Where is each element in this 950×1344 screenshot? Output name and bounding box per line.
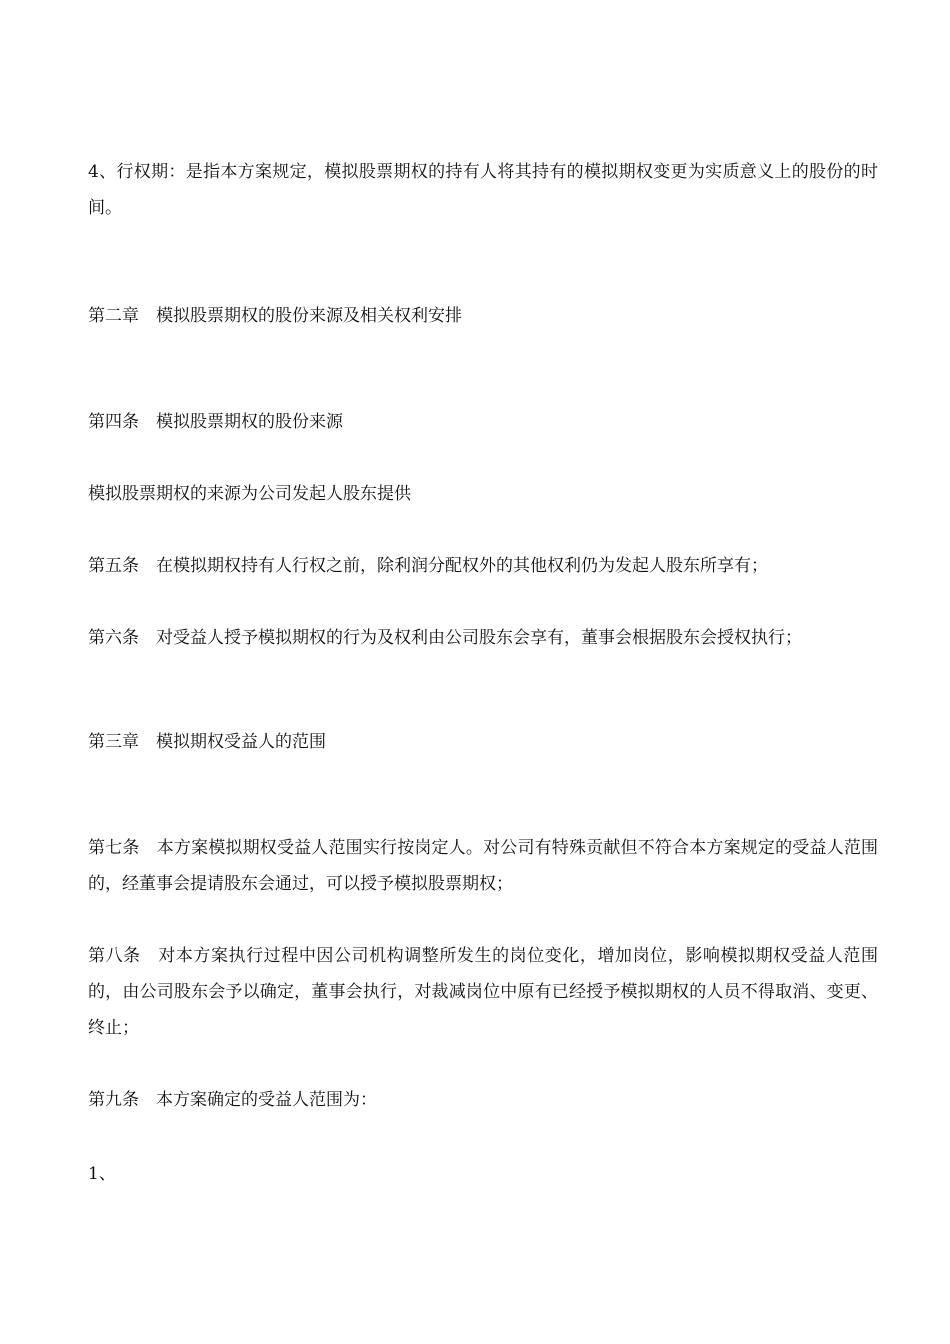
article-4-heading: 第四条 模拟股票期权的股份来源 xyxy=(88,412,343,432)
chapter-2-heading: 第二章 模拟股票期权的股份来源及相关权利安排 xyxy=(88,306,462,326)
article-6: 第六条 对受益人授予模拟期权的行为及权利由公司股东会享有，董事会根据股东会授权执行； xyxy=(88,628,802,648)
article-8: 第八条 对本方案执行过程中因公司机构调整所发生的岗位变化，增加岗位，影响模拟期权受益人范围的，由公司股东会予以确定，董事会执行，对裁减岗位中原有已经授予模拟期权的人员不得取消、变更、终止； xyxy=(88,946,878,1038)
list-item-1: 1、 xyxy=(88,1164,116,1184)
article-5: 第五条 在模拟期权持有人行权之前，除利润分配权外的其他权利仍为发起人股东所享有； xyxy=(88,556,768,576)
article-7: 第七条 本方案模拟期权受益人范围实行按岗定人。对公司有特殊贡献但不符合本方案规定的受益人范围的，经董事会提请股东会通过，可以授予模拟股票期权； xyxy=(88,838,878,894)
definition-exercise-period: 4、行权期：是指本方案规定，模拟股票期权的持有人将其持有的模拟期权变更为实质意义上的股份的时间。 xyxy=(88,162,878,218)
article-4-body: 模拟股票期权的来源为公司发起人股东提供 xyxy=(88,484,411,504)
chapter-3-heading: 第三章 模拟期权受益人的范围 xyxy=(88,732,326,752)
article-9: 第九条 本方案确定的受益人范围为： xyxy=(88,1090,377,1110)
